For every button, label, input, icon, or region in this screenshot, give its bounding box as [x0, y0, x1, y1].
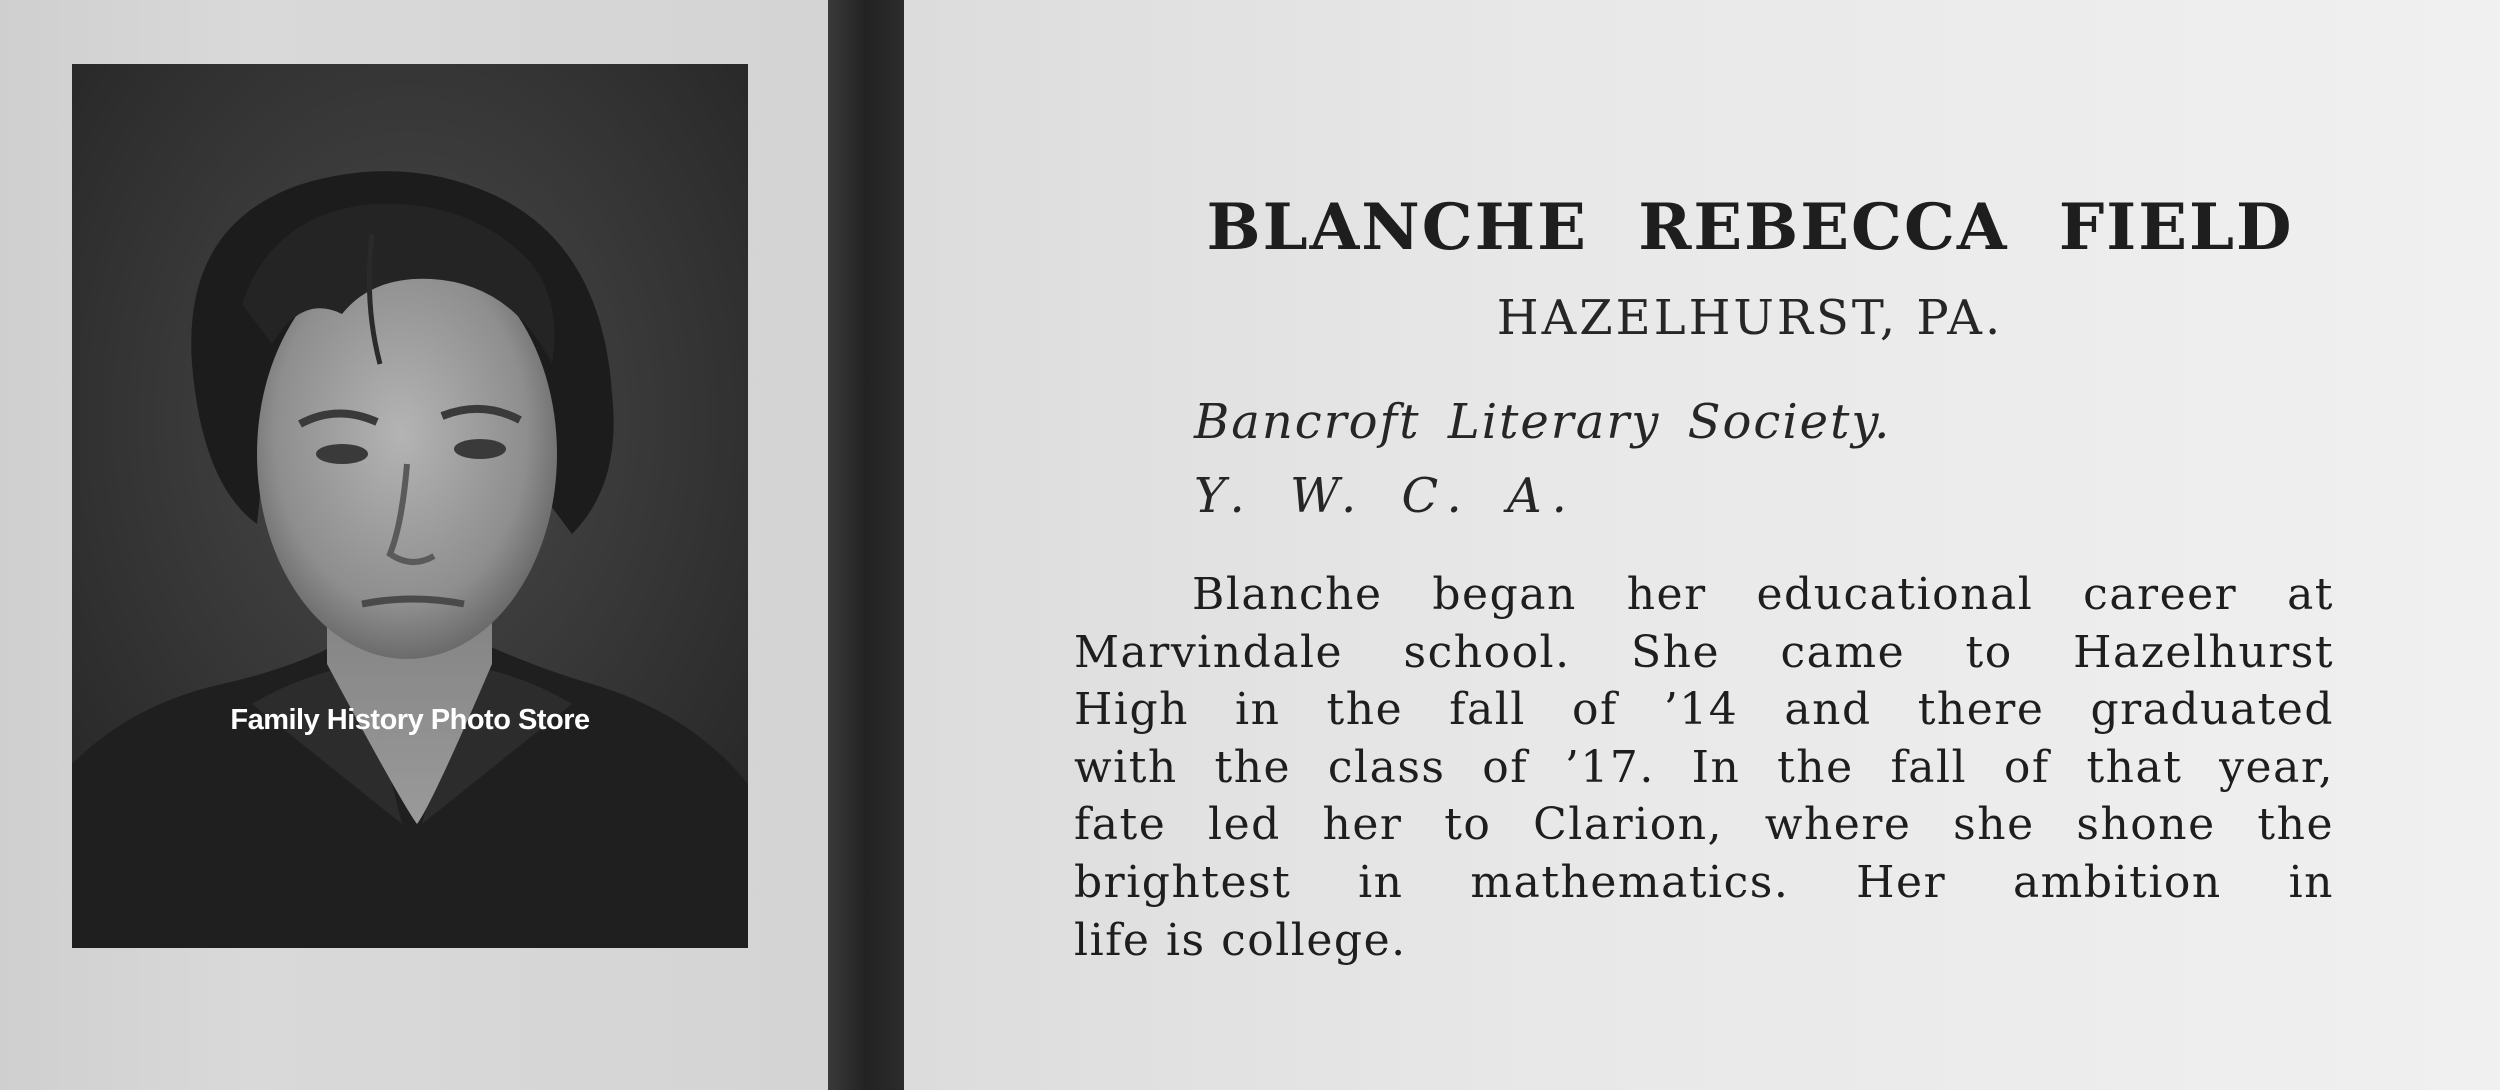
bio-line: fate led her to Clarion, where she shone the — [1074, 799, 2334, 851]
activity-ywca: Y. W. C. A. — [1194, 468, 1577, 524]
page-gutter — [828, 0, 904, 1090]
student-hometown: HAZELHURST, PA. — [1496, 290, 2004, 346]
watermark-text: Family History Photo Store — [230, 704, 590, 736]
activity-literary-society: Bancroft Literary Society. — [1194, 394, 1892, 450]
right-page — [904, 0, 2500, 1090]
bio-line: Marvindale school. She came to Hazelhurst — [1074, 626, 2334, 678]
portrait-illustration — [72, 64, 748, 948]
left-page — [0, 0, 828, 1090]
bio-line: with the class of ’17. In the fall of that year, — [1074, 741, 2334, 793]
bio-line: Blanche began her educational career at — [1192, 569, 2334, 620]
student-name: BLANCHE REBECCA FIELD — [1206, 190, 2294, 265]
bio-line: High in the fall of ’14 and there graduated — [1074, 684, 2334, 736]
bio-line: life is college. — [1074, 914, 1407, 966]
portrait-photo — [72, 64, 748, 948]
biography-paragraph — [1074, 566, 2334, 969]
bio-line: brightest in mathematics. Her ambition in — [1074, 856, 2334, 908]
